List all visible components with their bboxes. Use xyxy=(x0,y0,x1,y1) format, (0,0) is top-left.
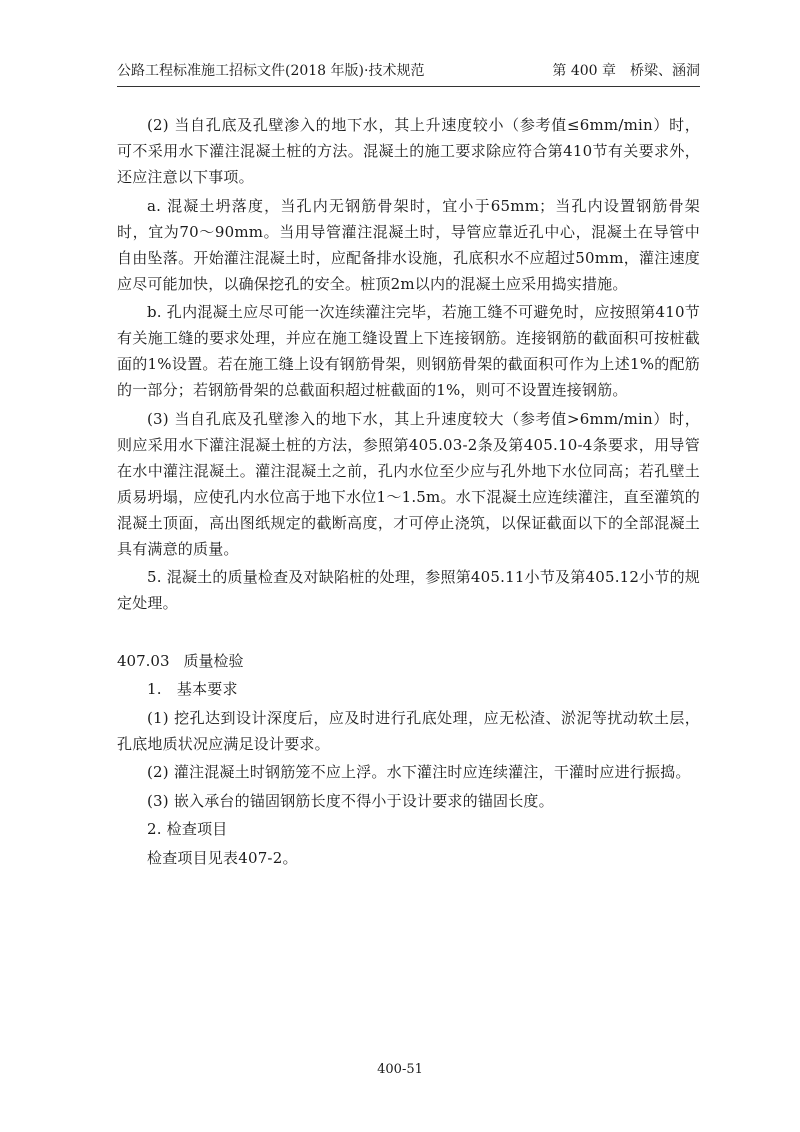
paragraph-item-a: a. 混凝土坍落度，当孔内无钢筋骨架时，宜小于65mm；当孔内设置钢筋骨架时，宜为70～90mm。当用导管灌注混凝土时，导管应靠近孔中心，混凝土在导管中自由坠落。开始灌注混凝土时，应配备排水设施，孔底积水不应超过50mm，灌注速度应尽可能加快，以确保挖孔的安全。桩顶2m以内的混凝土应采用捣实措施。 xyxy=(117,196,700,293)
paragraph-inspection-table-ref: 检查项目见表407-2。 xyxy=(147,848,298,867)
header-document-title: 公路工程标准施工招标文件(2018 年版)·技术规范 xyxy=(117,63,425,79)
paragraph-item-b: b. 孔内混凝土应尽可能一次连续灌注完毕，若施工缝不可避免时，应按照第410节有关施工缝的要求处理，并应在施工缝设置上下连接钢筋。连接钢筋的截面积可按桩截面的1%设置。若在施工缝上设有钢筋骨架，则钢筋骨架的截面积可作为上述1%的配筋的一部分；若钢筋骨架的总截面积超过桩截面的1%，则可不设置连接钢筋。 xyxy=(117,303,700,399)
paragraph-quality-check: 5. 混凝土的质量检查及对缺陷桩的处理，参照第405.11小节及第405.12小节的规定处理。 xyxy=(117,568,700,612)
section-heading xyxy=(117,648,700,674)
running-header xyxy=(117,60,700,82)
paragraph-basic-requirements: 1. 基本要求 xyxy=(147,680,238,698)
paragraph-inspection-items: 2. 检查项目 xyxy=(147,820,228,838)
paragraph-requirement-2: (2) 灌注混凝土时钢筋笼不应上浮。水下灌注时应连续灌注，干灌时应进行振捣。 xyxy=(147,763,691,781)
paragraph-groundwater-fast: (3) 当自孔底及孔壁渗入的地下水，其上升速度较大（参考值>6mm/min）时，则应采用水下灌注混凝土桩的方法，参照第405.03-2条及第405.10-4条要求，用导管在水中灌注混凝土。灌注混凝土之前，孔内水位至少应与孔外地下水位同高；若孔壁土质易坍塌，应使孔内水位高于地下水位1～1.5m。水下混凝土应连续灌注，直至灌筑的混凝土顶面，高出图纸规定的截断高度，才可停止浇筑，以保证截面以下的全部混凝土具有满意的质量。 xyxy=(117,409,700,558)
header-divider xyxy=(117,86,700,87)
page-number: 400-51 xyxy=(377,1062,423,1077)
paragraph-groundwater-slow: (2) 当自孔底及孔壁渗入的地下水，其上升速度较小（参考值≤6mm/min）时，可不采用水下灌注混凝土桩的方法。混凝土的施工要求除应符合第410节有关要求外，还应注意以下事项。 xyxy=(117,116,700,186)
paragraph-requirement-3: (3) 嵌入承台的锚固钢筋长度不得小于设计要求的锚固长度。 xyxy=(147,791,554,810)
section-number: 407.03 xyxy=(117,652,170,670)
header-chapter-title: 第 400 章 桥梁、涵洞 xyxy=(552,63,700,79)
paragraph-requirement-1: (1) 挖孔达到设计深度后，应及时进行孔底处理，应无松渣、淤泥等扰动软土层，孔底地质状况应满足设计要求。 xyxy=(117,708,700,753)
section-title: 质量检验 xyxy=(183,652,244,670)
page-body xyxy=(117,112,700,873)
